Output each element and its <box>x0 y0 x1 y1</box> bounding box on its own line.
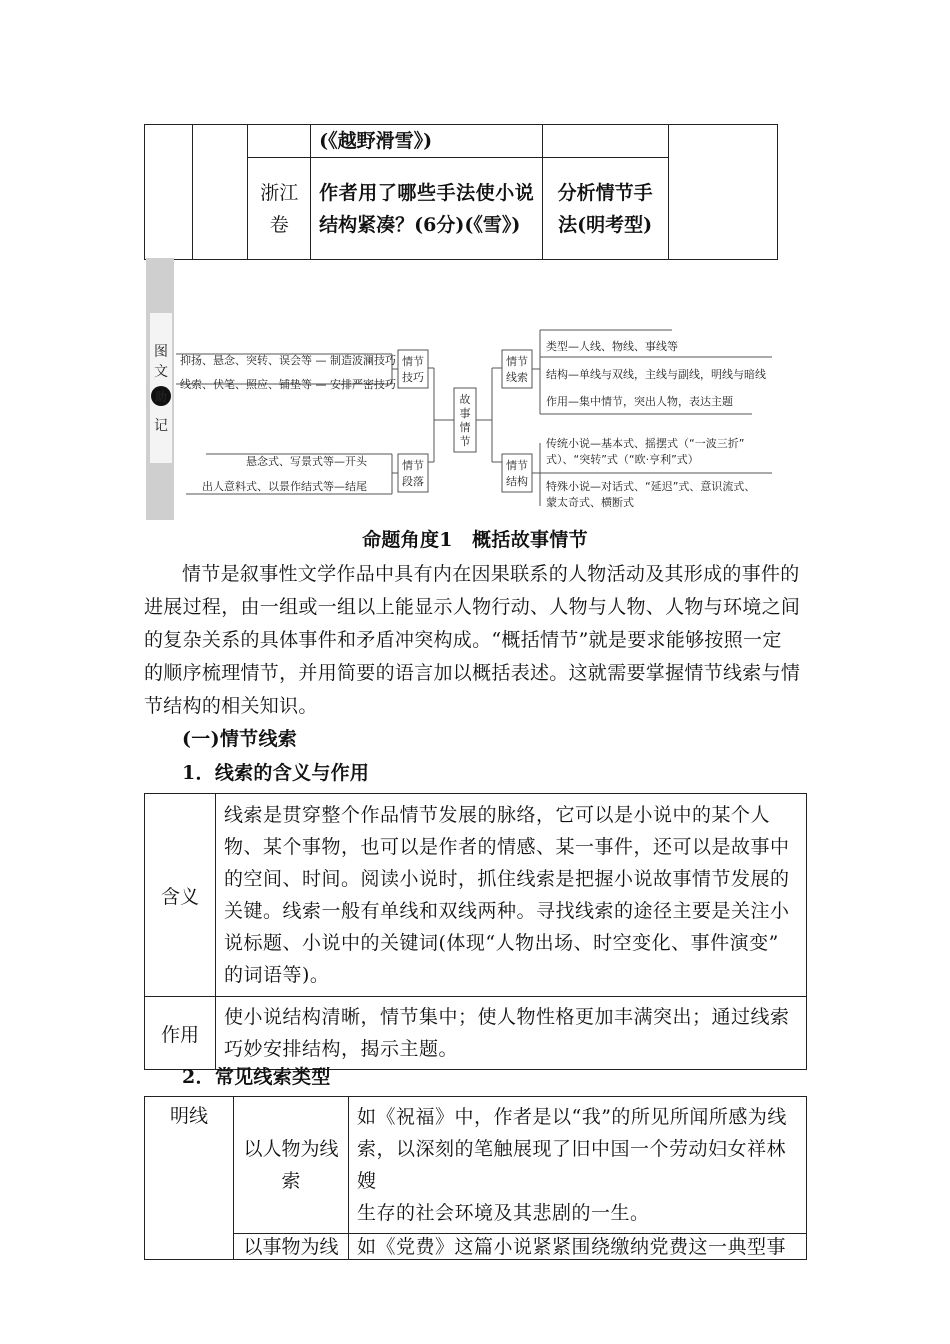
meaning-line: 物、某个事物，也可以是作者的情感、某一事件，还可以是故事中 <box>224 836 790 858</box>
left-bottom-box-line-2: 段落 <box>402 475 424 488</box>
function-line: 巧妙安排结构，揭示主题。 <box>224 1038 459 1060</box>
top-table-source: 浙江卷 <box>248 158 311 260</box>
clue-table <box>144 793 807 1070</box>
center-left-connector <box>426 368 454 462</box>
clue-types-table <box>144 1096 807 1260</box>
meaning-line: 说标题、小说中的关键词(体现“人物出场、时空变化、事件演变” <box>224 932 779 954</box>
top-table <box>144 124 778 260</box>
left-bottom-box-line-1: 情节 <box>402 459 424 472</box>
clue-table-meaning-label: 含义 <box>145 794 216 997</box>
right-top-item-1: 类型—人线、物线、事线等 <box>546 340 678 353</box>
right-bottom-item-4: 蒙太奇式、横断式 <box>546 496 634 509</box>
center-right-connector <box>476 368 502 462</box>
clue-table-meaning-text <box>216 794 807 997</box>
top-table-cell-blank-2 <box>193 125 248 260</box>
subheading-clue-types: 2．常见线索类型 <box>182 1066 331 1088</box>
types-row2-text: 如《党费》这篇小说紧紧围绕缴纳党费这一典型事 <box>349 1234 807 1260</box>
intro-line: 进展过程，由一组或一组以上能显示人物行动、人物与人物、人物与环境之间 <box>144 596 801 618</box>
intro-line: 的复杂关系的具体事件和矛盾冲突构成。“概括情节”就是要求能够按照一定 <box>144 629 782 651</box>
right-top-box-line-2: 线索 <box>506 371 528 384</box>
right-bottom-item-2: 式）、“突转”式（“欧·亨利”式） <box>546 453 699 466</box>
left-top-box-line-1: 情节 <box>402 355 424 368</box>
types-row1-label-line: 索 <box>281 1170 301 1192</box>
meaning-line: 关键。线索一般有单线和双线两种。寻找线索的途径主要是关注小 <box>224 900 790 922</box>
types-row1-line: 如《祝福》中，作者是以“我”的所见所闻所感为线 <box>357 1106 787 1128</box>
types-row1-line: 生存的社会环境及其悲剧的一生。 <box>357 1202 650 1224</box>
right-top-item-2: 结构—单线与双线，主线与副线，明线与暗线 <box>546 368 766 381</box>
top-table-question-1: (《越野滑雪》) <box>311 125 543 158</box>
meaning-line: 的空间、时间。阅读小说时，抓住线索是把握小说故事情节发展的 <box>224 868 790 890</box>
intro-line: 的顺序梳理情节，并用简要的语言加以概括表述。这就需要掌握情节线索与情 <box>144 662 801 684</box>
center-char-3: 情 <box>459 421 471 434</box>
left-top-item-2: 线索、伏笔、照应、铺垫等 — 安排严密技巧 <box>180 378 396 391</box>
side-label-char-2: 文 <box>154 364 168 380</box>
right-bottom-box-line-2: 结构 <box>506 475 528 488</box>
top-table-type: 分析情节手法(明考型) <box>542 158 668 260</box>
top-table-cell-blank-1 <box>145 125 193 260</box>
types-row2-label: 以事物为线 <box>234 1234 349 1260</box>
heading-plot-clues: (一)情节线索 <box>182 728 298 750</box>
right-top-item-3: 作用—集中情节，突出人物，表达主题 <box>546 395 733 408</box>
function-line: 使小说结构清晰，情节集中；使人物性格更加丰满突出；通过线索 <box>224 1006 790 1028</box>
left-bottom-item-1: 悬念式、写景式等—开头 <box>246 455 367 468</box>
clue-table-function-label: 作用 <box>145 997 216 1070</box>
types-row1-label <box>234 1097 349 1234</box>
top-table-question-2: 作者用了哪些手法使小说结构紧凑？(6分)(《雪》) <box>311 158 543 260</box>
right-bottom-item-3: 特殊小说—对话式、“延迟”式、意识流式、 <box>546 480 756 493</box>
left-top-item-1: 抑扬、悬念、突转、误会等 — 制造波澜技巧 <box>180 354 396 367</box>
left-bottom-item-2: 出人意料式、以景作结式等—结尾 <box>202 480 367 493</box>
side-label-char-4: 记 <box>154 418 168 434</box>
types-row1-text <box>349 1097 807 1234</box>
types-row1-line: 索，以深刻的笔触展现了旧中国一个劳动妇女祥林嫂 <box>357 1138 787 1192</box>
right-bottom-item-1: 传统小说—基本式、摇摆式（“一波三折” <box>546 437 745 450</box>
top-table-cell-blank-5 <box>668 125 777 260</box>
side-label-char-1: 图 <box>154 344 168 360</box>
section-title: 命题角度1 概括故事情节 <box>362 529 588 551</box>
meaning-line: 的词语等)。 <box>224 964 330 986</box>
clue-table-function-text <box>216 997 807 1070</box>
center-char-4: 节 <box>459 435 471 448</box>
intro-line: 节结构的相关知识。 <box>144 695 318 717</box>
top-table-cell-blank-3 <box>248 125 311 158</box>
intro-line: 情节是叙事性文学作品中具有内在因果联系的人物活动及其形成的事件的 <box>182 563 800 585</box>
types-row1-label-line: 以人物为线 <box>243 1138 339 1160</box>
mind-map-diagram <box>146 258 776 520</box>
side-label-char-3: 助 <box>154 390 168 404</box>
center-char-1: 故 <box>459 393 471 406</box>
subheading-clue-meaning: 1．线索的含义与作用 <box>182 762 370 784</box>
types-category: 明线 <box>145 1097 234 1260</box>
meaning-line: 线索是贯穿整个作品情节发展的脉络，它可以是小说中的某个人 <box>224 804 771 826</box>
right-bottom-box-line-1: 情节 <box>506 459 528 472</box>
right-top-box-line-1: 情节 <box>506 355 528 368</box>
top-table-cell-blank-4 <box>542 125 668 158</box>
intro-paragraph <box>144 558 824 723</box>
left-top-box-line-2: 技巧 <box>402 371 424 384</box>
center-char-2: 事 <box>459 407 471 420</box>
